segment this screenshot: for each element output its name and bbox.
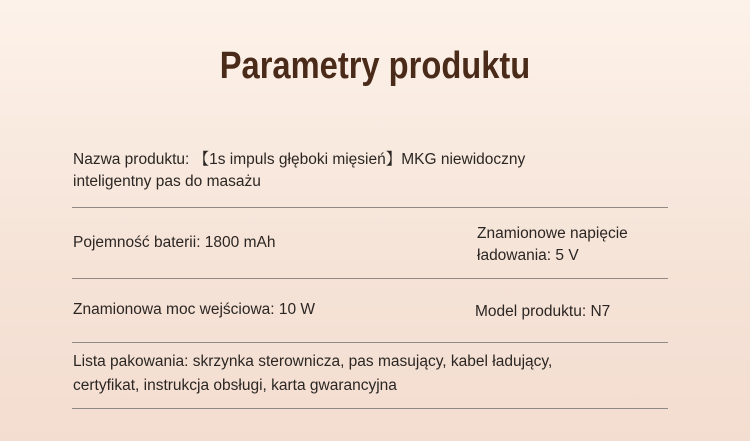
product-name-line-1: Nazwa produktu: 【1s impuls głęboki mięsień】MKG niewidoczny (73, 151, 526, 168)
rated-voltage-line-2: ładowania: 5 V (477, 247, 579, 264)
product-name-line-2: inteligentny pas do masażu (73, 173, 261, 190)
rated-input-power: Znamionowa moc wejściowa: 10 W (73, 301, 316, 318)
packing-list-line-2: certyfikat, instrukcja obsługi, karta gwarancyjna (73, 377, 397, 394)
divider (72, 342, 668, 343)
rated-voltage-line-1: Znamionowe napięcie (477, 225, 628, 242)
product-model: Model produktu: N7 (475, 303, 611, 320)
packing-list-line-1: Lista pakowania: skrzynka sterownicza, pas masujący, kabel ładujący, (73, 353, 553, 370)
divider (72, 207, 668, 208)
divider (72, 408, 668, 409)
battery-capacity: Pojemność baterii: 1800 mAh (73, 234, 276, 251)
divider (72, 278, 668, 279)
page-title: Parametry produktu (219, 45, 531, 87)
